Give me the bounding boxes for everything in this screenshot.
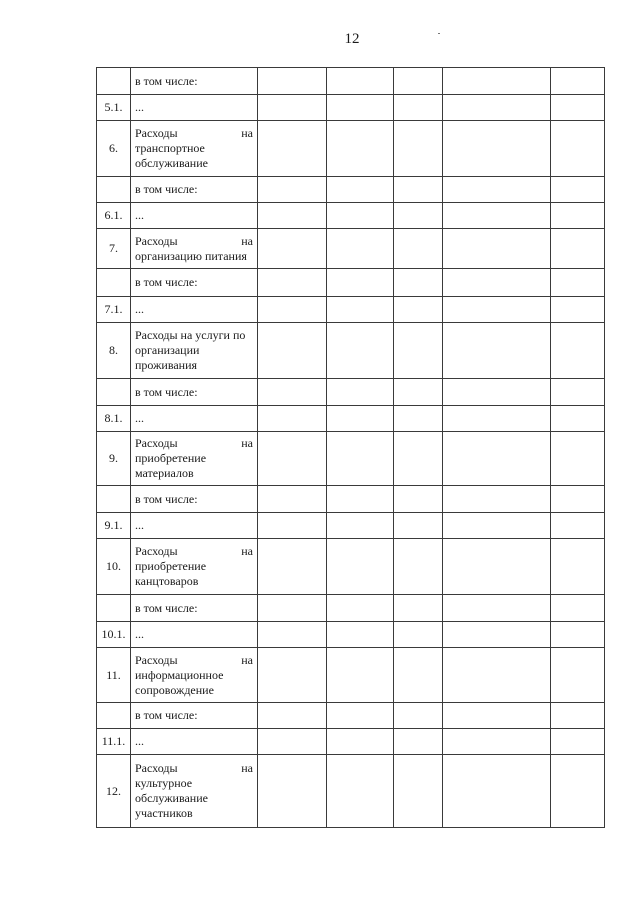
description-word: Расходы xyxy=(135,652,178,667)
description-line xyxy=(135,436,253,451)
empty-cell xyxy=(258,297,327,323)
row-description xyxy=(131,406,258,432)
row-number: 8. xyxy=(97,323,131,379)
empty-cell xyxy=(551,703,605,729)
description-word: Расходы xyxy=(135,233,178,248)
row-number xyxy=(97,68,131,95)
description-line: информационное xyxy=(135,667,224,682)
table-row xyxy=(97,755,605,828)
empty-cell xyxy=(394,729,443,755)
empty-cell xyxy=(327,68,394,95)
empty-cell xyxy=(327,229,394,269)
empty-cell xyxy=(551,297,605,323)
row-number: 7. xyxy=(97,229,131,269)
description-line xyxy=(135,761,253,776)
expense-table-body xyxy=(97,68,605,828)
empty-cell xyxy=(258,513,327,539)
row-number: 11. xyxy=(97,648,131,703)
empty-cell xyxy=(443,323,551,379)
empty-cell xyxy=(394,648,443,703)
empty-cell xyxy=(551,95,605,121)
row-number: 10.1. xyxy=(97,622,131,648)
page-number: 12 xyxy=(344,31,360,47)
row-description xyxy=(131,729,258,755)
description-line: обслуживание xyxy=(135,156,208,170)
description-line: в том числе: xyxy=(135,182,198,196)
empty-cell xyxy=(258,648,327,703)
empty-cell xyxy=(551,513,605,539)
row-description xyxy=(131,379,258,406)
empty-cell xyxy=(258,68,327,95)
empty-cell xyxy=(258,595,327,622)
description-word: на xyxy=(241,126,253,140)
description-word: на xyxy=(241,652,253,667)
empty-cell xyxy=(394,486,443,513)
empty-cell xyxy=(551,755,605,828)
row-description xyxy=(131,68,258,95)
row-description xyxy=(131,121,258,177)
empty-cell xyxy=(443,229,551,269)
row-description xyxy=(131,177,258,203)
description-line xyxy=(135,653,253,668)
empty-cell xyxy=(258,703,327,729)
description-line xyxy=(135,126,253,141)
row-description xyxy=(131,229,258,269)
empty-cell xyxy=(258,379,327,406)
description-line: участников xyxy=(135,806,193,820)
table-row xyxy=(97,513,605,539)
empty-cell xyxy=(394,703,443,729)
row-description xyxy=(131,513,258,539)
scan-speck xyxy=(438,33,440,34)
empty-cell xyxy=(551,622,605,648)
description-line: канцтоваров xyxy=(135,574,199,588)
empty-cell xyxy=(394,121,443,177)
empty-cell xyxy=(258,406,327,432)
table-row xyxy=(97,703,605,729)
description-line: приобретение xyxy=(135,451,207,465)
row-description xyxy=(131,755,258,828)
empty-cell xyxy=(394,406,443,432)
row-description xyxy=(131,297,258,323)
description-line: материалов xyxy=(135,466,194,480)
description-line: в том числе: xyxy=(135,491,198,506)
empty-cell xyxy=(443,622,551,648)
empty-cell xyxy=(443,513,551,539)
row-number: 6.1. xyxy=(97,203,131,229)
row-number: 7.1. xyxy=(97,297,131,323)
row-number: 6. xyxy=(97,121,131,177)
empty-cell xyxy=(258,539,327,595)
empty-cell xyxy=(327,379,394,406)
description-line: Расходы на услуги по xyxy=(135,328,246,342)
description-word: Расходы xyxy=(135,544,178,558)
empty-cell xyxy=(327,729,394,755)
row-number: 8.1. xyxy=(97,406,131,432)
table-row xyxy=(97,297,605,323)
empty-cell xyxy=(551,432,605,486)
empty-cell xyxy=(394,68,443,95)
empty-cell xyxy=(258,755,327,828)
row-number: 5.1. xyxy=(97,95,131,121)
empty-cell xyxy=(443,121,551,177)
empty-cell xyxy=(443,68,551,95)
empty-cell xyxy=(394,622,443,648)
row-description xyxy=(131,95,258,121)
table-row xyxy=(97,648,605,703)
description-word: Расходы xyxy=(135,761,178,775)
empty-cell xyxy=(258,269,327,297)
description-word: на xyxy=(241,544,253,558)
empty-cell xyxy=(327,121,394,177)
empty-cell xyxy=(443,203,551,229)
empty-cell xyxy=(327,622,394,648)
empty-cell xyxy=(551,229,605,269)
row-number: 9. xyxy=(97,432,131,486)
empty-cell xyxy=(551,68,605,95)
empty-cell xyxy=(394,539,443,595)
description-line: культурное xyxy=(135,776,193,790)
row-number: 12. xyxy=(97,755,131,828)
description-line: ... xyxy=(135,302,144,316)
row-description xyxy=(131,703,258,729)
description-word: на xyxy=(241,233,253,248)
empty-cell xyxy=(551,539,605,595)
row-description xyxy=(131,323,258,379)
empty-cell xyxy=(443,595,551,622)
empty-cell xyxy=(443,755,551,828)
row-number xyxy=(97,595,131,622)
empty-cell xyxy=(327,486,394,513)
empty-cell xyxy=(443,379,551,406)
empty-cell xyxy=(258,95,327,121)
empty-cell xyxy=(443,297,551,323)
table-row xyxy=(97,121,605,177)
empty-cell xyxy=(394,513,443,539)
description-word: на xyxy=(241,761,253,775)
empty-cell xyxy=(551,121,605,177)
empty-cell xyxy=(394,595,443,622)
description-line: приобретение xyxy=(135,559,207,573)
description-word: Расходы xyxy=(135,126,178,140)
table-row xyxy=(97,486,605,513)
empty-cell xyxy=(258,729,327,755)
empty-cell xyxy=(258,121,327,177)
description-line: сопровождение xyxy=(135,682,214,697)
empty-cell xyxy=(551,203,605,229)
table-row xyxy=(97,379,605,406)
empty-cell xyxy=(258,203,327,229)
description-word: Расходы xyxy=(135,436,178,450)
empty-cell xyxy=(443,432,551,486)
description-line: обслуживание xyxy=(135,791,208,805)
description-line: организацию питания xyxy=(135,248,247,263)
description-line: в том числе: xyxy=(135,275,198,289)
empty-cell xyxy=(394,177,443,203)
empty-cell xyxy=(443,406,551,432)
empty-cell xyxy=(327,703,394,729)
row-number xyxy=(97,379,131,406)
empty-cell xyxy=(327,95,394,121)
row-description xyxy=(131,486,258,513)
empty-cell xyxy=(551,486,605,513)
row-description xyxy=(131,539,258,595)
table-row xyxy=(97,177,605,203)
table-row xyxy=(97,323,605,379)
empty-cell xyxy=(327,269,394,297)
empty-cell xyxy=(394,379,443,406)
empty-cell xyxy=(551,269,605,297)
empty-cell xyxy=(394,323,443,379)
table-row xyxy=(97,229,605,269)
table-row xyxy=(97,406,605,432)
table-row xyxy=(97,68,605,95)
empty-cell xyxy=(258,432,327,486)
empty-cell xyxy=(258,323,327,379)
empty-cell xyxy=(443,729,551,755)
row-number: 9.1. xyxy=(97,513,131,539)
table-row xyxy=(97,595,605,622)
empty-cell xyxy=(394,269,443,297)
empty-cell xyxy=(443,648,551,703)
empty-cell xyxy=(327,203,394,229)
empty-cell xyxy=(258,622,327,648)
empty-cell xyxy=(443,177,551,203)
row-description xyxy=(131,595,258,622)
empty-cell xyxy=(551,648,605,703)
row-description xyxy=(131,622,258,648)
empty-cell xyxy=(443,95,551,121)
row-description xyxy=(131,432,258,486)
empty-cell xyxy=(551,379,605,406)
empty-cell xyxy=(327,513,394,539)
description-line: ... xyxy=(135,208,144,222)
empty-cell xyxy=(394,203,443,229)
row-number xyxy=(97,486,131,513)
empty-cell xyxy=(551,177,605,203)
description-line: организации xyxy=(135,343,200,357)
empty-cell xyxy=(327,539,394,595)
row-number: 11.1. xyxy=(97,729,131,755)
row-description xyxy=(131,203,258,229)
empty-cell xyxy=(394,229,443,269)
empty-cell xyxy=(327,595,394,622)
description-line xyxy=(135,234,253,249)
row-number: 10. xyxy=(97,539,131,595)
row-number xyxy=(97,269,131,297)
empty-cell xyxy=(327,648,394,703)
empty-cell xyxy=(443,539,551,595)
empty-cell xyxy=(394,755,443,828)
empty-cell xyxy=(327,406,394,432)
table-row xyxy=(97,203,605,229)
empty-cell xyxy=(551,323,605,379)
table-row xyxy=(97,432,605,486)
empty-cell xyxy=(551,729,605,755)
description-line: в том числе: xyxy=(135,384,198,399)
empty-cell xyxy=(327,297,394,323)
description-word: на xyxy=(241,436,253,450)
empty-cell xyxy=(258,229,327,269)
description-line xyxy=(135,544,253,559)
empty-cell xyxy=(443,486,551,513)
description-line: в том числе: xyxy=(135,708,198,722)
table-row xyxy=(97,622,605,648)
row-number xyxy=(97,177,131,203)
description-line: в том числе: xyxy=(135,600,198,615)
empty-cell xyxy=(327,323,394,379)
empty-cell xyxy=(394,432,443,486)
empty-cell xyxy=(551,595,605,622)
empty-cell xyxy=(394,95,443,121)
empty-cell xyxy=(443,703,551,729)
description-line: ... xyxy=(135,100,144,114)
description-line: ... xyxy=(135,627,144,641)
table-row xyxy=(97,729,605,755)
table-row xyxy=(97,269,605,297)
row-description xyxy=(131,269,258,297)
empty-cell xyxy=(327,755,394,828)
description-line: в том числе: xyxy=(135,73,198,88)
description-line: ... xyxy=(135,411,144,425)
table-row xyxy=(97,539,605,595)
row-description xyxy=(131,648,258,703)
empty-cell xyxy=(258,486,327,513)
empty-cell xyxy=(327,177,394,203)
description-line: проживания xyxy=(135,358,198,372)
description-line: транспортное xyxy=(135,141,205,155)
expense-table xyxy=(96,67,605,828)
table-row xyxy=(97,95,605,121)
empty-cell xyxy=(551,406,605,432)
empty-cell xyxy=(327,432,394,486)
empty-cell xyxy=(394,297,443,323)
description-line: ... xyxy=(135,518,144,532)
empty-cell xyxy=(258,177,327,203)
empty-cell xyxy=(443,269,551,297)
row-number xyxy=(97,703,131,729)
description-line: ... xyxy=(135,734,144,748)
